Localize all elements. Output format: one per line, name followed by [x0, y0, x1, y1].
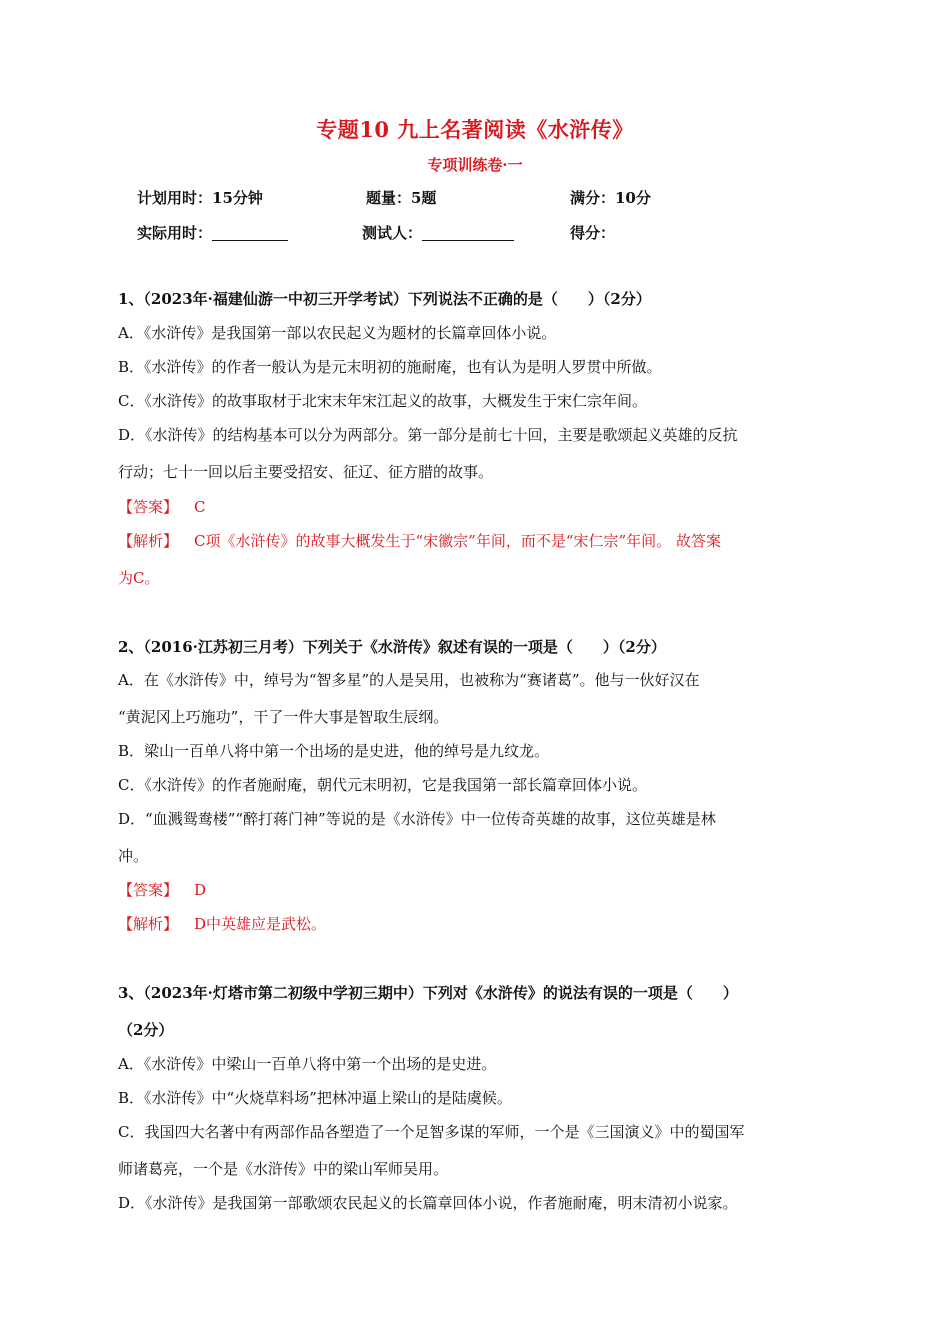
question-3-stem: 3、（2023年·灯塔市第二初级中学初三期中）下列对《水浒传》的说法有误的一项是（ ） — [118, 984, 738, 1002]
question-1-analysis-cont: 为C。 — [118, 569, 160, 587]
question-2-option-c: C．《水浒传》的作者施耐庵，朝代元末明初，它是我国第一部长篇章回体小说。 — [118, 776, 647, 794]
question-3-option-d: D．《水浒传》是我国第一部歌颂农民起义的长篇章回体小说，作者施耐庵，明末清初小说家。 — [118, 1194, 738, 1212]
page-title: 专题10 九上名著阅读《水浒传》 — [316, 117, 634, 142]
tester-field — [362, 222, 514, 243]
analysis-text: C项《水浒传》的故事大概发生于“宋徽宗”年间，而不是“宋仁宗”年间。 故答案 — [194, 532, 721, 550]
question-2-option-b: B．梁山一百单八将中第一个出场的是史进，他的绰号是九纹龙。 — [118, 742, 550, 760]
question-count: 题量：5题 — [366, 189, 437, 207]
full-score: 满分：10分 — [570, 189, 651, 207]
question-3-option-c: C．我国四大名著中有两部作品各塑造了一个足智多谋的军师，一个是《三国演义》中的蜀国军 — [118, 1123, 745, 1141]
answer-value: D — [194, 881, 207, 899]
plan-time: 计划用时：15分钟 — [137, 189, 263, 207]
question-3-option-b: B．《水浒传》中“火烧草料场”把林冲逼上梁山的是陆虞候。 — [118, 1089, 512, 1107]
question-1-option-b: B．《水浒传》的作者一般认为是元末明初的施耐庵，也有认为是明人罗贯中所做。 — [118, 358, 662, 376]
actual-time-blank[interactable] — [212, 224, 288, 241]
actual-time-label: 实际用时： — [137, 224, 213, 242]
question-1-stem: 1、（2023年·福建仙游一中初三开学考试）下列说法不正确的是（ ）（2分） — [118, 290, 651, 308]
question-3-option-a: A．《水浒传》中梁山一百单八将中第一个出场的是史进。 — [118, 1055, 497, 1073]
question-1-option-a: A．《水浒传》是我国第一部以农民起义为题材的长篇章回体小说。 — [118, 324, 557, 342]
score-label: 得分： — [570, 224, 616, 242]
analysis-label: 【解析】 — [118, 532, 179, 550]
analysis-label: 【解析】 — [118, 915, 179, 933]
answer-label: 【答案】 — [118, 498, 179, 516]
tester-blank[interactable] — [422, 224, 514, 241]
question-1-analysis — [118, 530, 832, 551]
question-2-analysis — [118, 913, 832, 934]
question-2-stem: 2、（2016·江苏初三月考）下列关于《水浒传》叙述有误的一项是（ ）（2分） — [118, 638, 666, 656]
answer-label: 【答案】 — [118, 881, 179, 899]
question-1-option-d: D．《水浒传》的结构基本可以分为两部分。第一部分是前七十回，主要是歌颂起义英雄的反抗 — [118, 426, 738, 444]
question-3-stem-cont: （2分） — [118, 1021, 174, 1039]
question-3-option-c-cont: 师诸葛亮，一个是《水浒传》中的梁山军师吴用。 — [118, 1160, 449, 1178]
question-2-option-a: A．在《水浒传》中，绰号为“智多星”的人是吴用，也被称为“赛诸葛”。他与一伙好汉在 — [118, 671, 700, 689]
actual-time-field — [137, 222, 288, 243]
question-2-option-d: D．“血溅鸳鸯楼”“醉打蒋门神”等说的是《水浒传》中一位传奇英雄的故事，这位英雄是林 — [118, 810, 716, 828]
question-2-option-a-cont: “黄泥冈上巧施功”，干了一件大事是智取生辰纲。 — [118, 708, 449, 726]
question-1-option-d-cont: 行动；七十一回以后主要受招安、征辽、征方腊的故事。 — [118, 463, 494, 481]
question-1-option-c: C．《水浒传》的故事取材于北宋末年宋江起义的故事，大概发生于宋仁宗年间。 — [118, 392, 647, 410]
answer-value: C — [194, 498, 206, 516]
question-2-answer — [118, 879, 832, 900]
page-subtitle: 专项训练卷·一 — [427, 156, 523, 174]
question-1-answer — [118, 496, 832, 517]
question-2-option-d-cont: 冲。 — [118, 847, 149, 865]
analysis-text: D中英雄应是武松。 — [194, 915, 327, 933]
tester-label: 测试人： — [362, 224, 423, 242]
